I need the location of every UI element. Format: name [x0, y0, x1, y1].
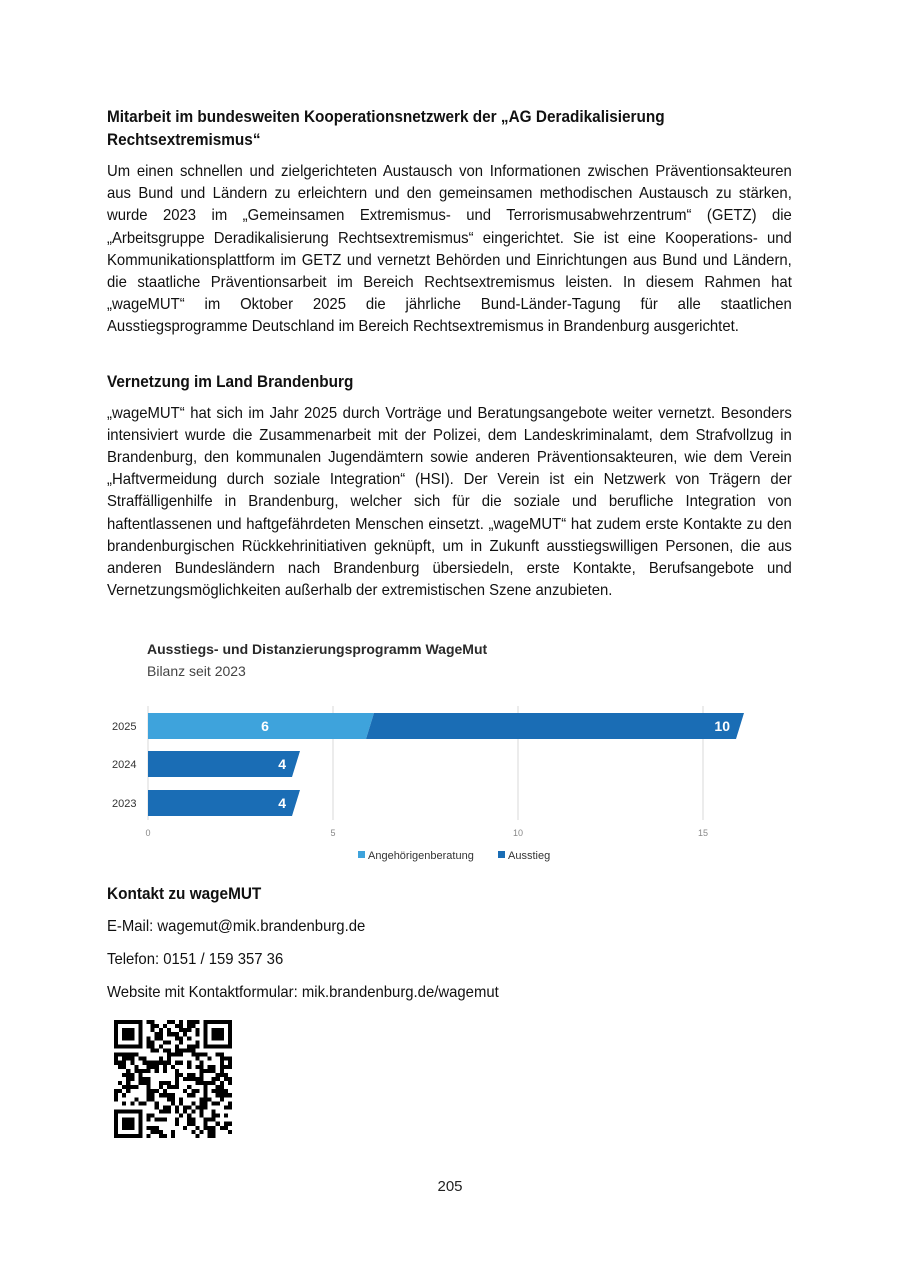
data-label: 4: [278, 795, 286, 811]
page-number: 205: [437, 1178, 463, 1195]
contact-email[interactable]: E-Mail: wagemut@mik.brandenburg.de: [107, 918, 366, 935]
qr-code-icon[interactable]: [114, 1020, 232, 1138]
chart-subtitle: Bilanz seit 2023: [147, 663, 246, 679]
legend-swatch: [498, 851, 505, 858]
bar-ausstieg-2023: [148, 790, 300, 816]
bar-ausstieg-2024: [148, 751, 300, 777]
y-category-label: 2024: [112, 759, 137, 771]
contact-heading: Kontakt zu wageMUT: [107, 885, 262, 903]
legend-label: Angehörigenberatung: [368, 850, 474, 862]
legend-label: Ausstieg: [508, 850, 551, 862]
legend-swatch: [358, 851, 365, 858]
paragraph-ag-deradikalisierung: Um einen schnellen und zielgerichteten Austausch von Informationen zwischen Präventionsakteuren aus Bund und Ländern zu erleichtern und den gemeinsamen methodischen Austausch zu stärken, wurde 2023 im „Gemeinsamen Extremismus- und Terrorismusabwehrzentrum“ (GETZ) die „Arbeitsgruppe Deradikalisierung Rechtsextremismus“ eingerichtet. Sie ist eine Kooperations- und Kommunikationsplattform im GETZ und vernetzt Behörden und Einrichtungen aus Bund und Ländern, die staatliche Präventionsarbeit im Bereich Rechtsextremismus leisten. In diesem Rahmen hat „wageMUT“ im Oktober 2025 die jährliche Bund-Länder-Tagung für alle staatlichen Ausstiegsprogramme Deutschland im Bereich Rechtsextremismus in Brandenburg ausgerichtet.: [107, 163, 792, 336]
data-label: 10: [714, 718, 730, 734]
chart-title: Ausstiegs- und Distanzierungsprogramm WageMut: [147, 641, 488, 657]
x-tick-label: 15: [697, 828, 709, 838]
data-label: 4: [278, 756, 286, 772]
data-label: 6: [261, 718, 269, 734]
x-tick-label: 5: [330, 828, 336, 838]
chart-plot: [100, 633, 780, 873]
bar-chart: [100, 633, 780, 873]
y-category-label: 2025: [112, 721, 137, 733]
text-content: [107, 106, 792, 602]
paragraph-vernetzung-brandenburg: „wageMUT“ hat sich im Jahr 2025 durch Vorträge und Beratungsangebote weiter vernetzt. Besonders intensiviert wurde die Zusammenarbeit mit der Polizei, dem Landeskriminalamt, dem Strafvollzug in Brandenburg, den kommunalen Jugendämtern sowie anderen Präventionsakteuren, wie dem Verein „Haftvermeidung durch soziale Integration“ (HSI). Der Verein ist ein Netzwerk von Trägern der Straffälligenhilfe in Brandenburg, welcher sich für die soziale und berufliche Integration von haftentlassenen und haftgefährdeten Menschen einsetzt. „wageMUT“ hat zudem erste Kontakte zu den brandenburgischen Rückkehrinitiativen geknüpft, um in Zukunft ausstiegswilligen Personen, die aus anderen Bundesländern nach Brandenburg übersiedeln, erste Kontakte, Berufsangebote und Vernetzungsmöglichkeiten außerhalb der extremistischen Szene anzubieten.: [107, 404, 792, 600]
heading-ag-deradikalisierung: Mitarbeit im bundesweiten Kooperationsnetzwerk der „AG Deradikalisierung Rechtsextremismus“: [107, 108, 665, 149]
contact-section: [107, 884, 792, 1003]
y-category-label: 2023: [112, 798, 137, 810]
bar-ausstieg-2025: [366, 713, 744, 739]
heading-vernetzung-brandenburg: Vernetzung im Land Brandenburg: [107, 372, 354, 391]
contact-phone[interactable]: Telefon: 0151 / 159 357 36: [107, 951, 284, 968]
contact-website[interactable]: Website mit Kontaktformular: mik.brandenburg.de/wagemut: [107, 984, 499, 1001]
x-tick-label: 10: [512, 828, 524, 838]
x-tick-label: 0: [145, 828, 151, 838]
